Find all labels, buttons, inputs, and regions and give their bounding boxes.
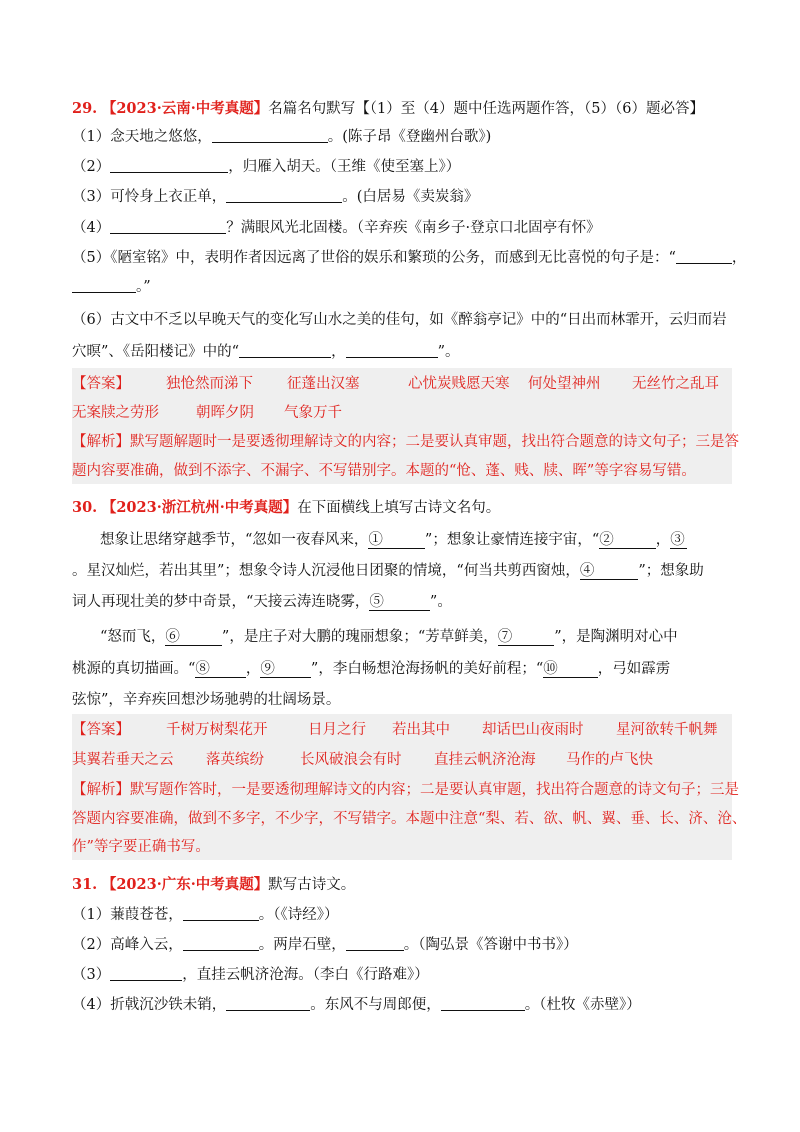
answer: 直挂云帆济沧海 bbox=[434, 752, 536, 768]
answer: 千树万树梨花开 bbox=[166, 722, 268, 738]
blank-marker: ⑨ bbox=[260, 661, 275, 677]
q29-answers-row2 bbox=[72, 402, 342, 424]
answer: 星河欲转千帆舞 bbox=[616, 722, 718, 738]
q31-item-2: （2）高峰入云， 。两岸石壁， 。（陶弘景《答谢中书书》） bbox=[72, 937, 578, 953]
answer: 独怆然而涕下 bbox=[166, 376, 253, 392]
q29-answer-box bbox=[72, 368, 739, 484]
answer: 长风破浪会有时 bbox=[300, 752, 402, 768]
blank bbox=[183, 936, 259, 951]
blank bbox=[226, 996, 310, 1011]
q30-para1-line1: 想象让思绪穿越季节，“忽如一夜春风来，① ”；想象让豪情连接宇宙，“② ，③ bbox=[100, 532, 685, 548]
blank bbox=[110, 219, 226, 234]
blank-marker: ⑤ bbox=[369, 594, 384, 610]
q30-answers-row2 bbox=[72, 749, 653, 771]
blank bbox=[212, 128, 328, 143]
blank-marker: ② bbox=[599, 532, 614, 548]
q30-para2-line3: 弦惊”，辛弃疾回想沙场驰骋的壮阔场景。 bbox=[72, 692, 341, 708]
blank-marker: ④ bbox=[579, 563, 595, 579]
blank-marker: ⑩ bbox=[543, 661, 558, 677]
q29-item-5-line1: （5）《陋室铭》中，表明作者因远离了世俗的娱乐和繁琐的公务，而感到无比喜悦的句子是：“ ， bbox=[72, 250, 747, 266]
q31-source-tag: 【2023·广东·中考真题】 bbox=[101, 876, 269, 893]
answer: 马作的卢飞快 bbox=[566, 752, 653, 768]
q30-para2-line2: 桃源的真切描画。“⑧ ，⑨ ”，李白畅想沧海扬帆的美好前程；“⑩ ，弓如霹雳 bbox=[72, 661, 671, 677]
blank bbox=[110, 158, 228, 173]
q29-analysis-line1: 【解析】默写题解题时一是要透彻理解诗文的内容；二是要认真审题，找出符合题意的诗文句子；三是答 bbox=[72, 434, 739, 450]
q31-header bbox=[72, 874, 355, 896]
answer: 心忧炭贱愿天寒 bbox=[408, 376, 510, 392]
blank bbox=[110, 966, 182, 981]
q29-item-3: （3）可怜身上衣正单， 。(白居易《卖炭翁》 bbox=[72, 189, 479, 205]
q31-item-3: （3） ，直挂云帆济沧海。（李白《行路难》） bbox=[72, 967, 429, 983]
answer: 何处望神州 bbox=[528, 376, 601, 392]
q30-para2-line1: “怒而飞，⑥ ”，是庄子对大鹏的瑰丽想象；“芳草鲜美，⑦ ”，是陶渊明对心中 bbox=[100, 629, 678, 645]
blank bbox=[441, 996, 525, 1011]
answer: 朝晖夕阴 bbox=[196, 405, 254, 421]
q29-item-5-line2: 。” bbox=[72, 276, 151, 298]
q30-header bbox=[72, 497, 500, 519]
answer: 却话巴山夜雨时 bbox=[482, 722, 584, 738]
answer: 其翼若垂天之云 bbox=[72, 752, 174, 768]
blank bbox=[183, 906, 259, 921]
blank-marker: ③ bbox=[670, 532, 685, 548]
q29-item-2: （2） ，归雁入胡天。（王维《使至塞上》） bbox=[72, 159, 461, 175]
q29-item-1: （1）念天地之悠悠， 。(陈子昂《登幽州台歌》) bbox=[72, 129, 492, 145]
q30-number: 30. bbox=[72, 499, 98, 516]
answer: 落英缤纷 bbox=[206, 752, 264, 768]
q30-answer-box bbox=[72, 714, 747, 860]
q29-title: 名篇名句默写【（1）至（4）题中任选两题作答，（5）（6）题必答】 bbox=[268, 101, 704, 117]
q29-header bbox=[72, 98, 704, 120]
q30-answers-row1: 【答案】 千树万树梨花开 日月之行 若出其中 却话巴山夜雨时 星河欲转千帆舞 bbox=[72, 719, 130, 741]
blank bbox=[676, 249, 732, 264]
blank bbox=[226, 188, 342, 203]
q29-answers-row1: 【答案】 独怆然而涕下 征蓬出汉塞 心忧炭贱愿天寒 何处望神州 无丝竹之乱耳 bbox=[72, 373, 130, 395]
blank bbox=[239, 343, 331, 358]
q30-para1-line3: 词人再现壮美的梦中奇景，“天接云涛连晓雾，⑤ ”。 bbox=[72, 594, 452, 610]
answer: 无案牍之劳形 bbox=[72, 405, 159, 421]
blank-marker: ⑦ bbox=[497, 629, 513, 645]
blank bbox=[72, 278, 136, 293]
q29-analysis-line2: 题内容要准确，做到不添字、不漏字、不写错别字。本题的“怆、蓬、贱、牍、晖”等字容易写错。 bbox=[72, 463, 696, 479]
answer: 征蓬出汉塞 bbox=[287, 376, 360, 392]
q29-number: 29. bbox=[72, 100, 98, 117]
q30-source-tag: 【2023·浙江杭州·中考真题】 bbox=[101, 499, 298, 516]
q31-item-4: （4）折戟沉沙铁未销， 。东风不与周郎便， 。（杜牧《赤壁》） bbox=[72, 997, 641, 1013]
blank-marker: ⑥ bbox=[165, 629, 180, 645]
q30-analysis-line2: 答题内容要准确，做到不多字，不少字，不写错字。本题中注意“梨、若、欲、帆、翼、垂、长、济、沧、 bbox=[72, 811, 747, 827]
q31-title: 默写古诗文。 bbox=[268, 877, 356, 893]
answer: 日月之行 bbox=[308, 722, 366, 738]
answer: 气象万千 bbox=[284, 405, 342, 421]
q31-number: 31. bbox=[72, 876, 98, 893]
blank-marker: ⑧ bbox=[195, 661, 210, 677]
blank bbox=[346, 343, 438, 358]
q30-analysis-line3: 作”等字要正确书写。 bbox=[72, 839, 210, 855]
blank bbox=[346, 936, 404, 951]
q30-title: 在下面横线上填写古诗文名句。 bbox=[297, 500, 501, 516]
answer: 若出其中 bbox=[392, 722, 450, 738]
q29-item-6-line1: （6）古文中不乏以早晚天气的变化写山水之美的佳句，如《醉翁亭记》中的“日出而林霏开，云归而岩 bbox=[72, 312, 727, 328]
q29-item-4: （4） ？满眼风光北固楼。（辛弃疾《南乡子·登京口北固亭有怀》 bbox=[72, 220, 601, 236]
q29-source-tag: 【2023·云南·中考真题】 bbox=[101, 100, 269, 117]
q30-para1-line2: 。星汉灿烂，若出其里”；想象令诗人沉浸他日团聚的情境，“何当共剪西窗烛，④ ”；想象助 bbox=[72, 563, 704, 579]
blank-marker: ① bbox=[368, 532, 383, 548]
q29-item-6-line2: 穴暝”、《岳阳楼记》中的“ ， ”。 bbox=[72, 344, 460, 360]
q30-analysis-line1: 【解析】默写题作答时，一是要透彻理解诗文的内容；二是要认真审题，找出符合题意的诗文句子；三是 bbox=[72, 782, 739, 798]
q31-item-1: （1）蒹葭苍苍， 。（《诗经》） bbox=[72, 907, 339, 923]
answer: 无丝竹之乱耳 bbox=[632, 376, 719, 392]
